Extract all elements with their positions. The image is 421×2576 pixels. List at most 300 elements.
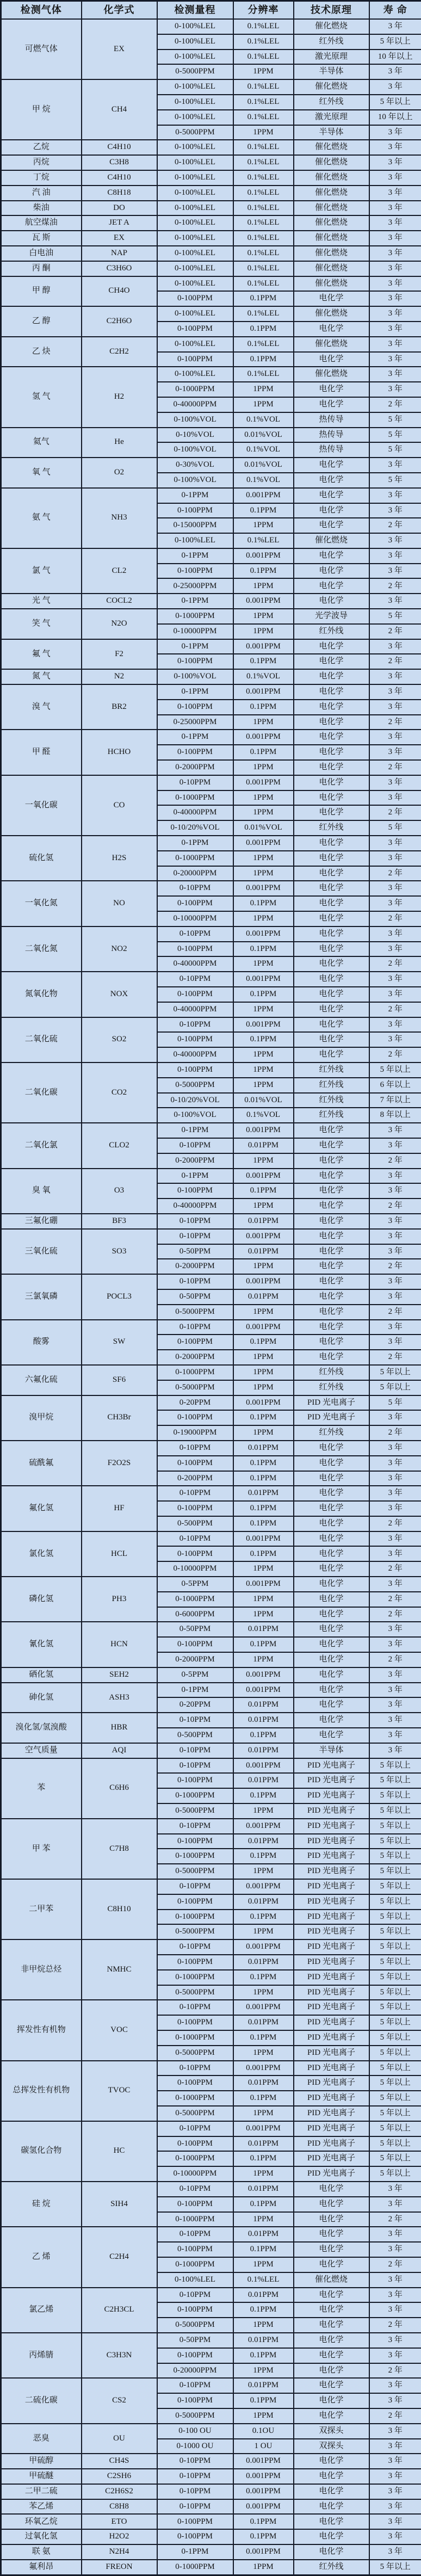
principle-cell: 电化学 [294,2454,369,2469]
resolution-cell: 0.01PPM [233,2288,294,2303]
principle-cell: 电化学 [294,1183,369,1199]
principle-cell: 半导体 [294,1743,369,1758]
table-row [1,367,421,382]
range-cell: 0-100PPM [157,1456,233,1471]
lifespan-cell: 3 年 [369,367,421,382]
principle-cell: 激光原理 [294,50,369,65]
table-row [1,1017,421,1033]
principle-cell: PID 光电离子 [294,1395,369,1411]
resolution-cell: 0.1%VOL [233,412,294,428]
table-row [1,548,421,564]
range-cell: 0-10000PPM [157,2166,233,2182]
gas-name-cell: 柴油 [1,201,82,216]
principle-cell: 电化学 [294,2514,369,2529]
table-row [1,1683,421,1698]
formula-cell: C2SH6 [82,2469,157,2484]
resolution-cell: 0.001PPM [233,639,294,654]
gas-name-cell: 二氧化碳 [1,1062,82,1123]
principle-cell: 电化学 [294,1274,369,1289]
gas-name-cell: 总挥发性有机物 [1,2061,82,2121]
lifespan-cell: 3 年 [369,1244,421,1259]
table-row [1,972,421,987]
range-cell: 0-1000PPM [157,1592,233,1607]
lifespan-cell: 3 年 [369,2499,421,2515]
principle-cell: PID 光电离子 [294,1849,369,1864]
resolution-cell: 0.001PPM [233,730,294,745]
range-cell: 0-1000PPM [157,609,233,624]
resolution-cell: 0.1PPM [233,1456,294,1471]
gas-name-cell: 空气质量 [1,1743,82,1758]
gas-name-cell: 氮氧化物 [1,972,82,1017]
resolution-cell: 0.001PPM [233,548,294,564]
lifespan-cell: 3 年 [369,291,421,306]
lifespan-cell: 3 年 [369,1169,421,1184]
formula-cell: N2 [82,669,157,684]
range-cell: 0-10PPM [157,1274,233,1289]
resolution-cell: 0.01%VOL [233,458,294,473]
resolution-cell: 0.1%LEL [233,34,294,50]
lifespan-cell: 3 年 [369,1743,421,1758]
range-cell: 0-100%VOL [157,1108,233,1123]
range-cell: 0-10PPM [157,775,233,790]
table-row [1,2454,421,2469]
formula-cell: CLO2 [82,1123,157,1168]
resolution-cell: 0.001PPM [233,2469,294,2484]
range-cell: 0-1000 OU [157,2439,233,2454]
principle-cell: PID 光电离子 [294,2030,369,2046]
lifespan-cell: 3 年 [369,700,421,715]
range-cell: 0-100%LEL [157,215,233,231]
range-cell: 0-100%VOL [157,669,233,684]
lifespan-cell: 3 年 [369,2242,421,2257]
table-row [1,231,421,246]
principle-cell: 电化学 [294,2197,369,2212]
table-row [1,669,421,684]
formula-cell: O2 [82,458,157,488]
gas-name-cell: 乙 炔 [1,337,82,367]
range-cell: 0-5000PPM [157,2318,233,2333]
resolution-cell: 0.001PPM [233,926,294,942]
gas-name-cell: 联 氨 [1,2544,82,2560]
table-row [1,2333,421,2348]
principle-cell: 电化学 [294,926,369,942]
range-cell: 0-100PPM [157,1546,233,1561]
resolution-cell: 0.01PPM [233,2227,294,2242]
principle-cell: PID 光电离子 [294,1758,369,1774]
lifespan-cell: 2 年 [369,397,421,412]
principle-cell: 热传导 [294,412,369,428]
lifespan-cell: 2 年 [369,2212,421,2227]
table-row [1,1123,421,1138]
resolution-cell: 0.01PPM [233,1441,294,1456]
principle-cell: 电化学 [294,2227,369,2242]
principle-cell: 电化学 [294,1214,369,1229]
lifespan-cell: 3 年 [369,1456,421,1471]
table-row [1,2288,421,2303]
principle-cell: PID 光电离子 [294,1939,369,1955]
lifespan-cell: 2 年 [369,1425,421,1441]
principle-cell: 电化学 [294,2408,369,2424]
range-cell: 0-5PPM [157,1667,233,1683]
lifespan-cell: 2 年 [369,1047,421,1062]
principle-cell: 电化学 [294,1002,369,1017]
lifespan-cell: 5 年 [369,1395,421,1411]
formula-cell: C4H10 [82,140,157,155]
gas-name-cell: 三氯氧磷 [1,1274,82,1319]
range-cell: 0-5000PPM [157,1803,233,1819]
lifespan-cell: 5 年以上 [369,1849,421,1864]
lifespan-cell: 2 年 [369,1350,421,1365]
range-cell: 0-10000PPM [157,624,233,639]
lifespan-cell: 3 年 [369,488,421,503]
table-row [1,2484,421,2499]
principle-cell: PID 光电离子 [294,1894,369,1910]
resolution-cell: 0.1OU [233,2424,294,2439]
formula-cell: SO3 [82,1229,157,1274]
range-cell: 0-1PPM [157,548,233,564]
principle-cell: 红外线 [294,1078,369,1093]
range-cell: 0-2000PPM [157,760,233,775]
principle-cell: 催化燃烧 [294,337,369,352]
range-cell: 0-1000PPM [157,2151,233,2166]
range-cell: 0-10/20%VOL [157,1093,233,1108]
table-row [1,1819,421,1834]
table-row [1,639,421,654]
resolution-cell: 0.1PPM [233,1471,294,1486]
lifespan-cell: 3 年 [369,1441,421,1456]
resolution-cell: 0.001PPM [233,775,294,790]
lifespan-cell: 3 年 [369,639,421,654]
formula-cell: COCL2 [82,594,157,609]
resolution-cell: 1PPM [233,1924,294,1939]
range-cell: 0-10PPM [157,2227,233,2242]
principle-cell: 电化学 [294,2469,369,2484]
range-cell: 0-10PPM [157,1441,233,1456]
principle-cell: 电化学 [294,2499,369,2515]
formula-cell: F2O2S [82,1441,157,1486]
gas-name-cell: 笑 气 [1,609,82,639]
resolution-cell: 0.001PPM [233,2484,294,2499]
range-cell: 0-50PPM [157,1289,233,1305]
header-range: 检测量程 [157,1,233,20]
range-cell: 0-10PPM [157,2121,233,2136]
formula-cell: CO2 [82,1062,157,1123]
resolution-cell: 1PPM [233,2318,294,2333]
range-cell: 0-100%LEL [157,337,233,352]
range-cell: 0-10PPM [157,1743,233,1758]
range-cell: 0-500PPM [157,1516,233,1531]
table-row [1,1395,421,1411]
resolution-cell: 0.1%LEL [233,201,294,216]
resolution-cell: 0.001PPM [233,836,294,851]
lifespan-cell: 5 年以上 [369,2121,421,2136]
range-cell: 0-100PPM [157,2075,233,2091]
range-cell: 0-100PPM [157,1773,233,1788]
principle-cell: 催化燃烧 [294,215,369,231]
range-cell: 0-1PPM [157,488,233,503]
formula-cell: C2H6O [82,306,157,337]
principle-cell: 电化学 [294,866,369,881]
lifespan-cell: 2 年 [369,715,421,730]
table-row [1,1274,421,1289]
gas-name-cell: 环氧乙烷 [1,2514,82,2529]
resolution-cell: 0.01PPM [233,2333,294,2348]
lifespan-cell: 5 年以上 [369,1380,421,1395]
lifespan-cell: 5 年以上 [369,2151,421,2166]
resolution-cell: 1PPM [233,911,294,926]
principle-cell: 电化学 [294,684,369,700]
resolution-cell: 0.01PPM [233,1486,294,1501]
formula-cell: C2H3CL [82,2288,157,2333]
resolution-cell: 1PPM [233,1561,294,1577]
table-row [1,2000,421,2015]
resolution-cell: 1PPM [233,1259,294,1274]
formula-cell: NH3 [82,488,157,548]
table-row [1,1441,421,1456]
principle-cell: 电化学 [294,851,369,866]
table-row [1,1758,421,1774]
lifespan-cell: 3 年 [369,231,421,246]
lifespan-cell: 5 年以上 [369,1924,421,1939]
resolution-cell: 0.01PPM [233,1244,294,1259]
lifespan-cell: 3 年 [369,730,421,745]
lifespan-cell: 3 年 [369,1017,421,1033]
range-cell: 0-10PPM [157,2469,233,2484]
resolution-cell: 0.1PPM [233,2030,294,2046]
resolution-cell: 0.1PPM [233,564,294,579]
principle-cell: 电化学 [294,775,369,790]
range-cell: 0-100%LEL [157,306,233,322]
principle-cell: 电化学 [294,458,369,473]
principle-cell: 电化学 [294,1320,369,1335]
table-row [1,1743,421,1758]
formula-cell: C8H10 [82,1879,157,1939]
resolution-cell: 0.01PPM [233,1289,294,1305]
principle-cell: 电化学 [294,836,369,851]
resolution-cell: 1PPM [233,125,294,140]
gas-name-cell: 一氧化碳 [1,775,82,836]
formula-cell: CH4O [82,276,157,307]
resolution-cell: 0.01PPM [233,1834,294,1849]
resolution-cell: 1PPM [233,2212,294,2227]
principle-cell: 电化学 [294,942,369,957]
principle-cell: PID 光电离子 [294,2061,369,2076]
gas-name-cell: 硒化氢 [1,1667,82,1683]
principle-cell: 催化燃烧 [294,155,369,170]
resolution-cell: 1PPM [233,1652,294,1667]
range-cell: 0-1000PPM [157,851,233,866]
gas-name-cell: 甲硫醚 [1,2469,82,2484]
lifespan-cell: 3 年 [369,972,421,987]
table-row [1,2514,421,2529]
lifespan-cell: 3 年 [369,79,421,95]
principle-cell: PID 光电离子 [294,1803,369,1819]
range-cell: 0-40000PPM [157,397,233,412]
resolution-cell: 0.1PPM [233,745,294,760]
header-resolution: 分辨率 [233,1,294,20]
principle-cell: 催化燃烧 [294,231,369,246]
range-cell: 0-10PPM [157,2499,233,2515]
resolution-cell: 0.01PPM [233,2015,294,2030]
principle-cell: 热传导 [294,442,369,458]
resolution-cell: 0.1%LEL [233,155,294,170]
principle-cell: 电化学 [294,987,369,1002]
table-row [1,2378,421,2393]
principle-cell: 双探头 [294,2424,369,2439]
principle-cell: 电化学 [294,2288,369,2303]
formula-cell: H2S [82,836,157,881]
range-cell: 0-100PPM [157,503,233,518]
principle-cell: 电化学 [294,896,369,911]
range-cell: 0-100PPM [157,2514,233,2529]
gas-name-cell: 氰化氢 [1,1622,82,1667]
resolution-cell: 0.001PPM [233,1879,294,1894]
formula-cell: He [82,428,157,458]
resolution-cell: 0.1PPM [233,1032,294,1047]
resolution-cell: 0.1PPM [233,2091,294,2106]
lifespan-cell: 5 年以上 [369,1894,421,1910]
formula-cell: CS2 [82,2378,157,2423]
principle-cell: 电化学 [294,2257,369,2272]
range-cell: 0-40000PPM [157,1002,233,1017]
table-row [1,1062,421,1078]
gas-name-cell: 甲 苯 [1,1819,82,1879]
range-cell: 0-10%VOL [157,428,233,443]
principle-cell: 电化学 [294,1305,369,1320]
lifespan-cell: 3 年 [369,1123,421,1138]
principle-cell: 电化学 [294,2242,369,2257]
lifespan-cell: 2 年 [369,805,421,820]
resolution-cell: 1PPM [233,956,294,972]
resolution-cell: 0.1PPM [233,2302,294,2318]
formula-cell: C3H8 [82,155,157,170]
range-cell: 0-100PPM [157,1894,233,1910]
range-cell: 0-100%LEL [157,79,233,95]
resolution-cell: 0.001PPM [233,1017,294,1033]
gas-name-cell: 氟化氢 [1,1486,82,1531]
resolution-cell: 0.1%LEL [233,246,294,261]
range-cell: 0-10PPM [157,1138,233,1153]
gas-name-cell: 乙 烯 [1,2227,82,2287]
resolution-cell: 1PPM [233,1425,294,1441]
principle-cell: PID 光电离子 [294,1879,369,1894]
principle-cell: 热传导 [294,428,369,443]
principle-cell: 电化学 [294,2212,369,2227]
resolution-cell: 0.001PPM [233,1758,294,1774]
range-cell: 0-25000PPM [157,578,233,594]
resolution-cell: 0.001PPM [233,1683,294,1698]
principle-cell: 红外线 [294,95,369,110]
lifespan-cell: 3 年 [369,775,421,790]
range-cell: 0-15000PPM [157,518,233,533]
lifespan-cell: 5 年以上 [369,1758,421,1774]
resolution-cell: 0.01PPM [233,2075,294,2091]
resolution-cell: 1PPM [233,382,294,397]
lifespan-cell: 5 年以上 [369,1879,421,1894]
lifespan-cell: 3 年 [369,851,421,866]
resolution-cell: 0.1%LEL [233,110,294,125]
lifespan-cell: 2 年 [369,1199,421,1214]
gas-name-cell: 丙烯腈 [1,2333,82,2378]
resolution-cell: 0.1PPM [233,2393,294,2408]
table-row [1,2529,421,2544]
principle-cell: 电化学 [294,1607,369,1622]
lifespan-cell: 3 年 [369,1622,421,1637]
range-cell: 0-2000PPM [157,1350,233,1365]
lifespan-cell: 2 年 [369,1607,421,1622]
lifespan-cell: 3 年 [369,896,421,911]
resolution-cell: 0.1%VOL [233,669,294,684]
range-cell: 0-100%VOL [157,412,233,428]
range-cell: 0-100PPM [157,2302,233,2318]
resolution-cell: 1PPM [233,1062,294,1078]
lifespan-cell: 3 年 [369,186,421,201]
principle-cell: 电化学 [294,473,369,488]
lifespan-cell: 3 年 [369,2288,421,2303]
resolution-cell: 1PPM [233,1199,294,1214]
resolution-cell: 1PPM [233,2046,294,2061]
lifespan-cell: 3 年 [369,1138,421,1153]
principle-cell: PID 光电离子 [294,1910,369,1925]
principle-cell: 电化学 [294,1546,369,1561]
lifespan-cell: 2 年 [369,760,421,775]
principle-cell: 电化学 [294,1138,369,1153]
formula-cell: EX [82,231,157,246]
principle-cell: 红外线 [294,2560,369,2575]
formula-cell: CL2 [82,548,157,594]
principle-cell: 电化学 [294,2348,369,2363]
range-cell: 0-10PPM [157,1939,233,1955]
gas-name-cell: 酸雾 [1,1320,82,1365]
lifespan-cell: 5 年以上 [369,2106,421,2121]
gas-name-cell: 二氧化硫 [1,1017,82,1062]
principle-cell: 电化学 [294,911,369,926]
range-cell: 0-10PPM [157,1486,233,1501]
lifespan-cell: 2 年 [369,866,421,881]
range-cell: 0-100PPM [157,654,233,669]
formula-cell: CH4 [82,79,157,140]
resolution-cell: 1PPM [233,2257,294,2272]
resolution-cell: 0.01PPM [233,2182,294,2197]
range-cell: 0-10PPM [157,1713,233,1728]
principle-cell: 电化学 [294,1153,369,1169]
lifespan-cell: 3 年 [369,2514,421,2529]
range-cell: 0-100PPM [157,700,233,715]
lifespan-cell: 5 年以上 [369,2046,421,2061]
gas-name-cell: 光 气 [1,594,82,609]
range-cell: 0-5000PPM [157,2408,233,2424]
lifespan-cell: 3 年 [369,1410,421,1425]
resolution-cell: 0.001PPM [233,1123,294,1138]
formula-cell: BF3 [82,1214,157,1229]
gas-name-cell: 过氧化氢 [1,2529,82,2544]
principle-cell: PID 光电离子 [294,2136,369,2152]
gas-name-cell: 汽 油 [1,186,82,201]
lifespan-cell: 3 年 [369,2454,421,2469]
principle-cell: 电化学 [294,1289,369,1305]
resolution-cell: 1PPM [233,1592,294,1607]
resolution-cell: 0.1PPM [233,352,294,367]
gas-name-cell: 甲 醛 [1,730,82,775]
lifespan-cell: 5 年 [369,609,421,624]
lifespan-cell: 2 年 [369,654,421,669]
resolution-cell: 0.01PPM [233,1214,294,1229]
formula-cell: SO2 [82,1017,157,1062]
resolution-cell: 0.01PPM [233,1713,294,1728]
lifespan-cell: 3 年 [369,155,421,170]
resolution-cell: 1PPM [233,2363,294,2379]
formula-cell: H2O2 [82,2529,157,2544]
